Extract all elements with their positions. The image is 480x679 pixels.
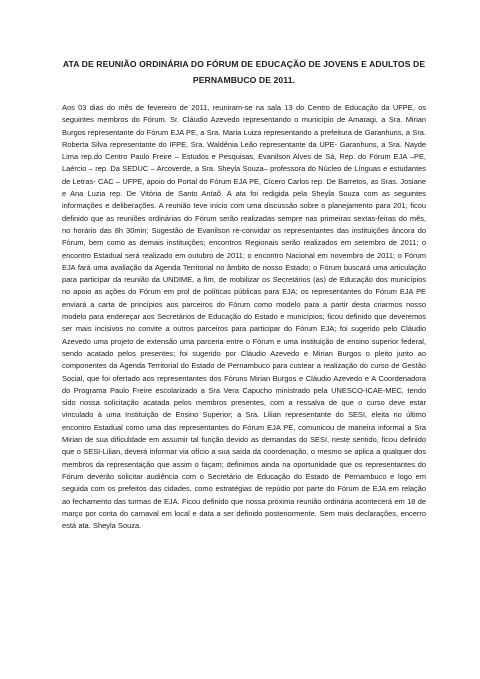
document-title	[62, 56, 426, 88]
minutes-body-paragraph: Aos 03 dias do mês de fevereiro de 2011, reuniram-se na sala 13 do Centro de Educação da UFPE, os seguintes membros do Fórum. Sr. Cláudio Azevedo representando o município de Amaragi, a Sra. Mirian Burgos representante do Fórum EJA PE, a Sra. Maria Luiza representando a prefeitura de Garanhuns, a Sra. Roberta Silva representante do IFPE, Sra. Waldênia Leão representante da UPE- Garanhuns, a Sra. Nayde Lima rep.do Centro Paulo Freire – Estudos e Pesquisas, Evanilson Alves de Sá, Rep. do Fórum EJA –PE, Laércio – rep. Da SEDUC – Arcoverde, a Sra. Sheyla Souza– professora do Núcleo de Línguas e estudantes de Letras- CAC – UFPE, apoio do Portal do Fórum EJA PE, Cícero Carlos rep. De Barretos, as Sras. Josiane e Ana Luzia rep. De Vitória de Santo Antaõ. A ata foi redigida pela Sheyla Souza com as seguintes informações e deliberações. A reunião teve início com uma discussão sobre o planejamento para 201; ficou definido que as reuniões ordinárias do Fórum serão realizadas sempre nas primeiras sextas-feiras do mês, no horário das 8h 30min; Sugestão de Evanilson re-convidar os representantes das instituições âncora do Fórum, bem como as demais instituições; encontros Regionais serão realizados em setembro de 2011; o encontro Estadual será realizado em outubro de 2011; o encontro Nacional em novembro de 2011; o Fórum EJA fará uma avaliação da Agenda Territorial no âmbito de nosso Estado; o Fórum buscará uma articulação para participar da reunião da UNDIME, a fim, de mobilizar os Secretários (as) de Educação dos municípios no apoio as ações do Fórum em prol de políticas públicas para EJA; os representantes do Fórum EJA PE enviará a carta de princípios aos parceiros do Fórum como modelo para a partir desta criarmos nosso modelo para endereçar aos Secretários de Educação do Estado e municípios; ficou definido que deveremos ser mais incisivos no convite a outros parceiros para participar do Fórum EJA; foi sugerido pelo Cláudio Azevedo uma projeto de extensão uma parceria entre o Fórum e uma instituição de ensino superior federal, sendo acatado pelos presentes; foi sugerido por Cláudio Azevedo e Mirian Burgos o pleito junto ao componentes da Agenda Territorial do Estado de Pernambuco para custear a realização do curso de Gestão Social, que foi ofertado aos representantes dos Fóruns Mirian Burgos e Cláudio Azevedo e A Coordenadora do Programa Paulo Freire escolarizado a Sra Vera Capucho ministrado pela UNESCO-ICAE-MEC, tendo sido nossa solicitação acatada pelos membros presentes, com a ressalva de que o curso deve estar vinculado à uma Instituição de Ensino Superior; a Sra. Lilian representante do SESI, eleita no último encontro Estadual como uma das representantes do Fórum EJA PE, comunicou de maneira informal a Sra Mirian de sua dificuldade em assumir tal função devido as demandas do SESI, neste sentido, ficou definido que o SESI-Lilian, deverá informar via ofício a sua saída da coordenação, o mesmo se aplica a qualquer dos membros da representação que assim o façam; definimos ainda na oportunidade que os representantes do Fórum deverão solicitar audiência com o Secretário de Educação do Estado de Pernambuco e logo em seguida com os prefeitos das cidades, como estratégias de repúdio por parte do Fórum de EJA em relação ao fechamento das turmas de EJA. Ficou definido que nossa próxima reunião ordinária acontecerá em 18 de março por conta do carnaval em local e data a ser definido posteriormente. Sem mais declarações, encerro está ata. Sheyla Souza.	[62, 103, 426, 531]
title-line-2: PERNAMBUCO DE 2011.	[192, 75, 296, 85]
title-line-1: ATA DE REUNIÃO ORDINÁRIA DO FÓRUM DE EDUCAÇÃO DE JOVENS E ADULTOS DE	[62, 59, 426, 69]
